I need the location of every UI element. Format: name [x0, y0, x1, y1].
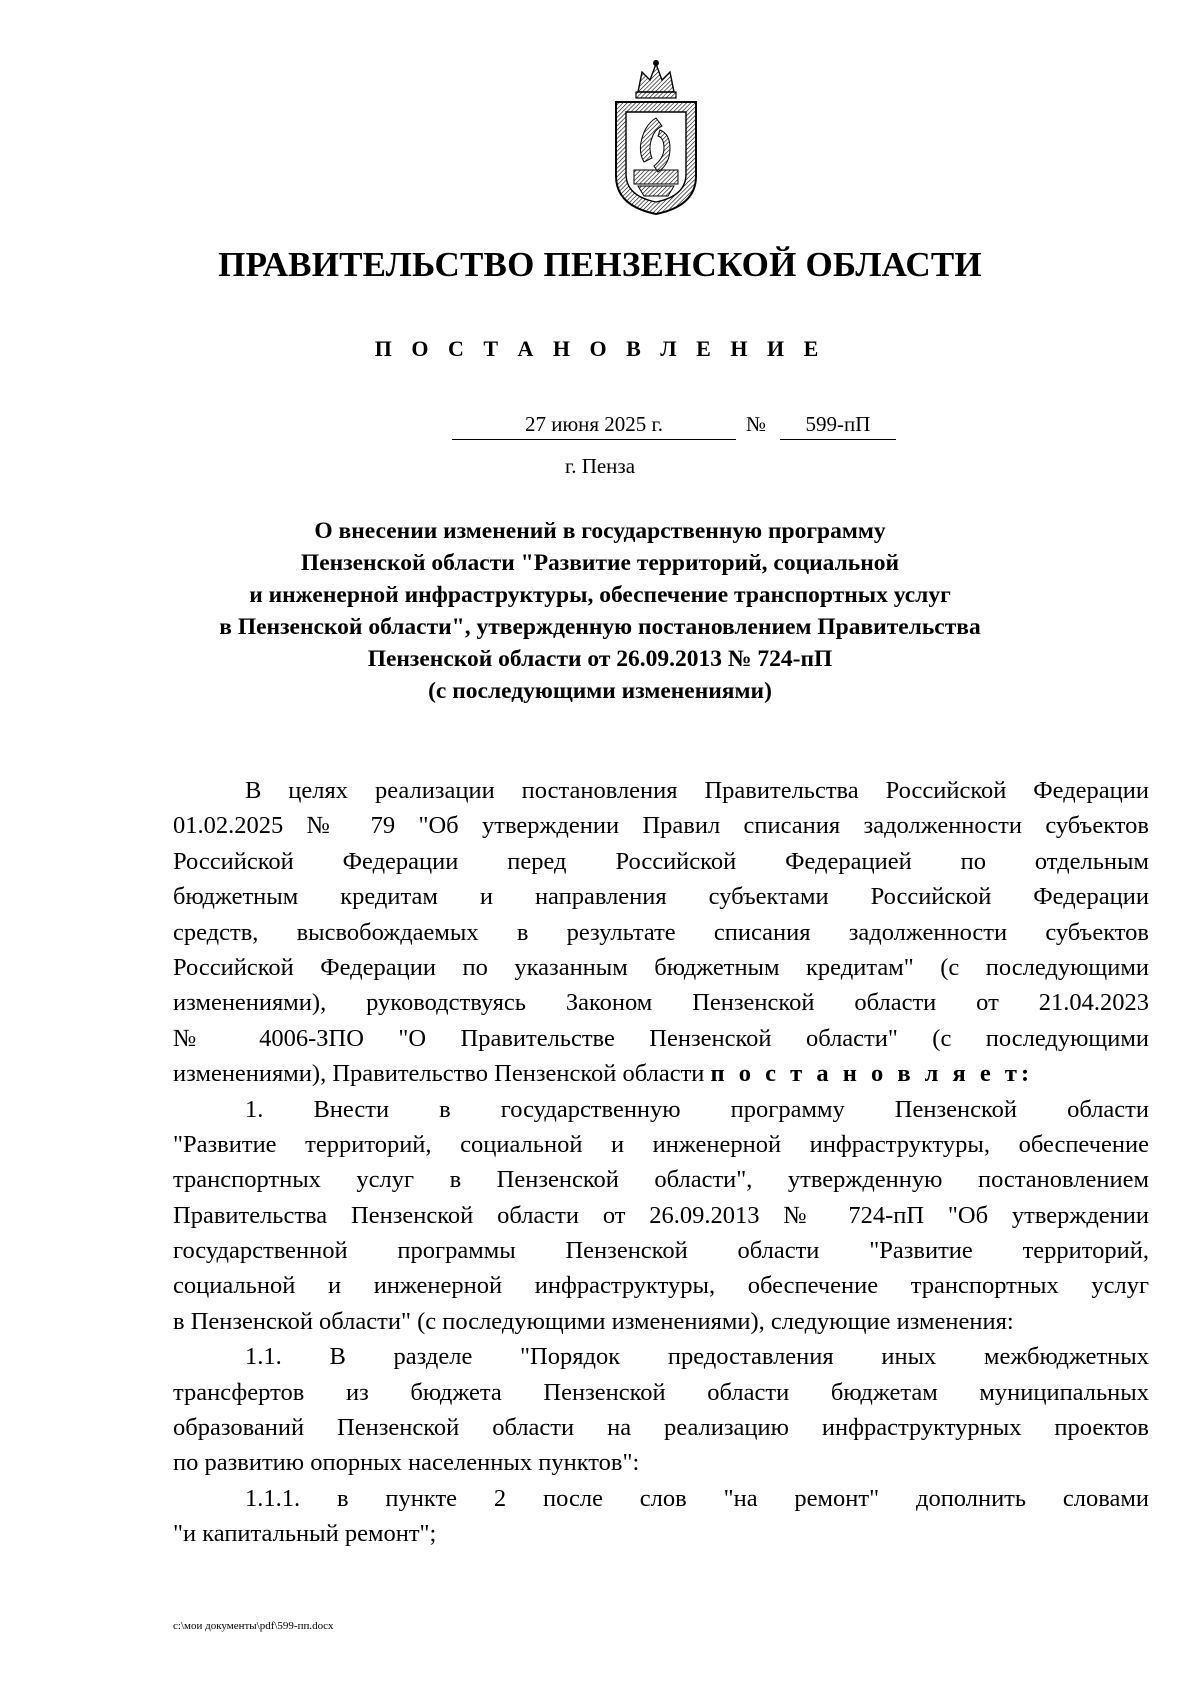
body-line: по развитию опорных населенных пунктов": [173, 1449, 640, 1477]
number-sign: № [746, 412, 767, 436]
file-path-footer: c:\мои документы\pdf\599-пп.docx [173, 1620, 334, 1632]
document-type: П О С Т А Н О В Л Е Н И Е [374, 336, 826, 361]
body-line: государственной программы Пензенской области "Развитие территорий, [173, 1237, 1149, 1265]
body-line: транспортных услуг в Пензенской области", утвержденную постановлением [173, 1166, 1149, 1194]
body-line: В целях реализации постановления Правительства Российской Федерации [245, 777, 1149, 804]
body-line: Российской Федерации по указанным бюджетным кредитам" (с последующими [173, 953, 1149, 981]
body-line: Правительства Пензенской области от 26.09.2013 № 724-пП "Об утверждении [173, 1201, 1149, 1229]
document-body [173, 773, 1149, 1552]
subject-line: и инженерной инфраструктуры, обеспечение транспортных услуг [249, 582, 951, 608]
body-line: бюджетным кредитам и направления субъектами Российской Федерации [173, 883, 1149, 911]
body-line: в Пензенской области" (с последующими изменениями), следующие изменения: [173, 1307, 1014, 1335]
subject-line: Пензенской области от 26.09.2013 № 724-пП [367, 646, 833, 672]
body-line: средств, высвобождаемых в результате списания задолженности субъектов [173, 918, 1149, 946]
document-city: г. Пенза [564, 454, 636, 478]
body-line: "Развитие территорий, социальной и инженерной инфраструктуры, обеспечение [173, 1130, 1149, 1158]
resolves-word: п о с т а н о в л я е т: [710, 1060, 1034, 1088]
body-line: Российской Федерации перед Российской Федерацией по отдельным [173, 847, 1149, 875]
body-line [173, 1056, 1149, 1091]
document-subject [150, 515, 1050, 707]
coat-of-arms-emblem [608, 58, 704, 218]
body-line: изменениями), руководствуясь Законом Пензенской области от 21.04.2023 [173, 989, 1149, 1017]
body-line: № 4006-ЗПО "О Правительстве Пензенской области" (с последующими [173, 1024, 1149, 1052]
preamble-closing: изменениями), Правительство Пензенской области [173, 1060, 705, 1088]
body-line: "и капитальный ремонт"; [173, 1520, 437, 1548]
body-line: трансфертов из бюджета Пензенской области бюджетам муниципальных [173, 1378, 1149, 1406]
subject-line: О внесении изменений в государственную программу [314, 518, 886, 544]
body-line: 1.1.1. в пункте 2 после слов "на ремонт" дополнить словами [245, 1484, 1149, 1512]
subject-line: (с последующими изменениями) [428, 678, 772, 704]
subject-line: в Пензенской области", утвержденную постановлением Правительства [219, 614, 981, 640]
body-line: 01.02.2025 № 79 "Об утверждении Правил списания задолженности субъектов [173, 812, 1149, 840]
body-line: социальной и инженерной инфраструктуры, обеспечение транспортных услуг [173, 1272, 1149, 1300]
subject-line: Пензенской области "Развитие территорий, социальной [300, 550, 900, 576]
document-date: 27 июня 2025 г. [452, 412, 736, 440]
body-line: образований Пензенской области на реализацию инфраструктурных проектов [173, 1414, 1149, 1442]
body-line: 1. Внести в государственную программу Пензенской области [245, 1095, 1149, 1123]
document-number: 599-пП [780, 412, 896, 440]
government-title: ПРАВИТЕЛЬСТВО ПЕНЗЕНСКОЙ ОБЛАСТИ [218, 245, 982, 284]
date-number-line [0, 412, 1200, 444]
body-line: 1.1. В разделе "Порядок предоставления иных межбюджетных [245, 1343, 1149, 1371]
